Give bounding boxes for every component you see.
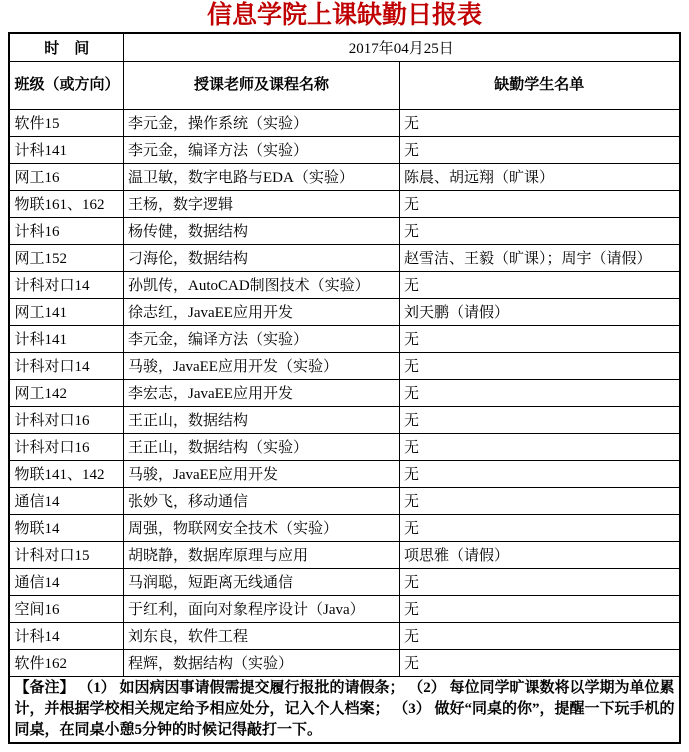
course-cell: 于红利，面向对象程序设计（Java）: [123, 595, 399, 622]
absent-cell: 无: [399, 325, 679, 352]
class-cell: 通信14: [9, 568, 123, 595]
class-cell: 空间16: [9, 595, 123, 622]
course-cell: 程辉，数据结构（实验）: [123, 649, 399, 676]
course-cell: 马润聪，短距离无线通信: [123, 568, 399, 595]
table-row: [9, 163, 679, 190]
course-cell: 张妙飞，移动通信: [123, 487, 399, 514]
remark-row: [9, 676, 679, 743]
absent-cell: 无: [399, 433, 679, 460]
table-row: [9, 379, 679, 406]
absent-cell: 赵雪洁、王毅（旷课）；周宇（请假）: [399, 244, 679, 271]
table-row: [9, 325, 679, 352]
absent-cell: 无: [399, 487, 679, 514]
course-cell: 刘东良，软件工程: [123, 622, 399, 649]
course-cell: 孙凯传，AutoCAD制图技术（实验）: [123, 271, 399, 298]
table-row: [9, 433, 679, 460]
table-row: [9, 352, 679, 379]
class-cell: 网工141: [9, 298, 123, 325]
class-cell: 计科对口16: [9, 433, 123, 460]
table-row: [9, 649, 679, 676]
course-cell: 周强，物联网安全技术（实验）: [123, 514, 399, 541]
table-row: [9, 460, 679, 487]
table-row: [9, 298, 679, 325]
course-column-header: 授课老师及课程名称: [123, 61, 399, 109]
course-cell: 胡晓静，数据库原理与应用: [123, 541, 399, 568]
absent-cell: 陈晨、胡远翔（旷课）: [399, 163, 679, 190]
class-cell: 通信14: [9, 487, 123, 514]
course-cell: 马骏，JavaEE应用开发（实验）: [123, 352, 399, 379]
absent-cell: 无: [399, 136, 679, 163]
absent-cell: 无: [399, 514, 679, 541]
table-row: [9, 541, 679, 568]
attendance-table: [8, 32, 680, 744]
class-cell: 计科对口16: [9, 406, 123, 433]
table-row: [9, 136, 679, 163]
table-row: [9, 244, 679, 271]
class-cell: 物联141、142: [9, 460, 123, 487]
class-cell: 软件162: [9, 649, 123, 676]
course-cell: 马骏，JavaEE应用开发: [123, 460, 399, 487]
time-label: 时 间: [9, 33, 123, 61]
absent-column-header: 缺勤学生名单: [399, 61, 679, 109]
course-cell: 李元金，编译方法（实验）: [123, 136, 399, 163]
course-cell: 王杨，数字逻辑: [123, 190, 399, 217]
class-cell: 计科141: [9, 325, 123, 352]
class-cell: 网工16: [9, 163, 123, 190]
absent-cell: 无: [399, 352, 679, 379]
absent-cell: 无: [399, 460, 679, 487]
absent-cell: 无: [399, 190, 679, 217]
time-row: [9, 33, 679, 61]
table-row: [9, 568, 679, 595]
absent-cell: 无: [399, 379, 679, 406]
date-value: 2017年04月25日: [123, 33, 679, 61]
course-cell: 温卫敏，数字电路与EDA（实验）: [123, 163, 399, 190]
class-column-header: 班级（或方向）: [9, 61, 123, 109]
absent-cell: 无: [399, 271, 679, 298]
class-cell: 物联14: [9, 514, 123, 541]
absent-cell: 无: [399, 217, 679, 244]
class-cell: 物联161、162: [9, 190, 123, 217]
absent-cell: 无: [399, 622, 679, 649]
course-cell: 刁海伦，数据结构: [123, 244, 399, 271]
table-row: [9, 622, 679, 649]
course-cell: 王正山，数据结构（实验）: [123, 433, 399, 460]
table-row: [9, 595, 679, 622]
course-cell: 李元金，编译方法（实验）: [123, 325, 399, 352]
class-cell: 网工142: [9, 379, 123, 406]
course-cell: 杨传健，数据结构: [123, 217, 399, 244]
class-cell: 计科16: [9, 217, 123, 244]
header-row: [9, 61, 679, 109]
table-row: [9, 514, 679, 541]
class-cell: 网工152: [9, 244, 123, 271]
table-row: [9, 109, 679, 136]
absent-cell: 无: [399, 568, 679, 595]
absent-cell: 无: [399, 406, 679, 433]
absent-cell: 无: [399, 649, 679, 676]
course-cell: 李元金，操作系统（实验）: [123, 109, 399, 136]
table-row: [9, 271, 679, 298]
table-row: [9, 217, 679, 244]
class-cell: 软件15: [9, 109, 123, 136]
table-row: [9, 406, 679, 433]
absent-cell: 刘天鹏（请假）: [399, 298, 679, 325]
absent-cell: 无: [399, 595, 679, 622]
absent-cell: 项思雅（请假）: [399, 541, 679, 568]
absent-cell: 无: [399, 109, 679, 136]
table-body: [9, 33, 679, 743]
course-cell: 李宏志，JavaEE应用开发: [123, 379, 399, 406]
course-cell: 王正山，数据结构: [123, 406, 399, 433]
class-cell: 计科对口15: [9, 541, 123, 568]
class-cell: 计科对口14: [9, 271, 123, 298]
class-cell: 计科141: [9, 136, 123, 163]
table-row: [9, 190, 679, 217]
class-cell: 计科对口14: [9, 352, 123, 379]
course-cell: 徐志红，JavaEE应用开发: [123, 298, 399, 325]
table-row: [9, 487, 679, 514]
class-cell: 计科14: [9, 622, 123, 649]
report-title: 信息学院上课缺勤日报表: [206, 2, 482, 29]
remark-text: 【备注】 （1） 如因病因事请假需提交履行报批的请假条； （2） 每位同学旷课数将以学期为单位累计，并根据学校相关规定给予相应处分，记入个人档案； （3） 做好“同桌的你”，提醒一下玩手机的同桌，在同桌小憩5分钟的时候记得敲打一下。: [9, 676, 679, 743]
